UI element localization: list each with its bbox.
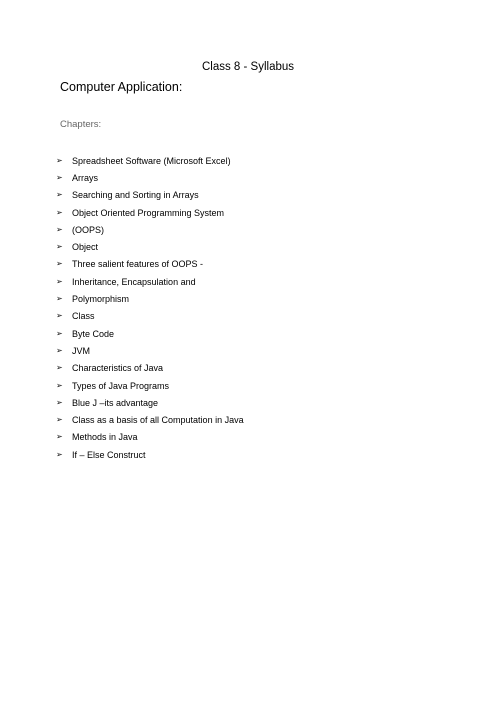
subject-heading: Computer Application: <box>60 80 183 94</box>
list-item <box>56 429 244 446</box>
chapter-label: If – Else Construct <box>72 449 146 460</box>
arrow-bullet-icon: ➢ <box>56 224 63 234</box>
chapter-label: Object <box>72 242 99 253</box>
arrow-bullet-icon: ➢ <box>56 242 63 252</box>
arrow-bullet-icon: ➢ <box>56 259 63 269</box>
arrow-bullet-icon: ➢ <box>56 190 63 200</box>
list-item <box>56 342 244 359</box>
arrow-bullet-icon: ➢ <box>56 276 63 286</box>
chapter-label: Polymorphism <box>72 294 130 305</box>
list-item <box>56 204 244 221</box>
list-item <box>56 394 244 411</box>
arrow-bullet-icon: ➢ <box>56 415 63 425</box>
chapter-label: Byte Code <box>72 328 115 339</box>
list-item <box>56 256 244 273</box>
chapter-label: Object Oriented Programming System <box>72 207 225 218</box>
arrow-bullet-icon: ➢ <box>56 380 63 390</box>
arrow-bullet-icon: ➢ <box>56 311 63 321</box>
list-item <box>56 446 244 463</box>
chapter-label: Characteristics of Java <box>72 363 164 374</box>
chapter-label: Searching and Sorting in Arrays <box>72 190 199 201</box>
list-item <box>56 360 244 377</box>
list-item <box>56 187 244 204</box>
chapter-label: Types of Java Programs <box>72 380 170 391</box>
arrow-bullet-icon: ➢ <box>56 432 63 442</box>
arrow-bullet-icon: ➢ <box>56 345 63 355</box>
chapter-label: Class <box>72 311 95 322</box>
list-item <box>56 411 244 428</box>
arrow-bullet-icon: ➢ <box>56 294 63 304</box>
arrow-bullet-icon: ➢ <box>56 363 63 373</box>
list-item <box>56 308 244 325</box>
arrow-bullet-icon: ➢ <box>56 155 63 165</box>
chapter-label: Arrays <box>72 172 99 183</box>
document-title <box>0 60 496 74</box>
list-item <box>56 152 244 169</box>
arrow-bullet-icon: ➢ <box>56 207 63 217</box>
arrow-bullet-icon: ➢ <box>56 397 63 407</box>
chapter-label: Three salient features of OOPS - <box>72 259 204 270</box>
list-item <box>56 238 244 255</box>
arrow-bullet-icon: ➢ <box>56 328 63 338</box>
chapter-label: Spreadsheet Software (Microsoft Excel) <box>72 155 231 166</box>
list-item <box>56 377 244 394</box>
arrow-bullet-icon: ➢ <box>56 172 63 182</box>
document-title-text: Class 8 - Syllabus <box>201 61 295 73</box>
chapter-label: Inheritance, Encapsulation and <box>72 276 196 287</box>
chapter-label: JVM <box>72 345 90 356</box>
list-item <box>56 325 244 342</box>
list-item <box>56 221 244 238</box>
chapter-label: Class as a basis of all Computation in Java <box>72 415 244 426</box>
list-item <box>56 273 244 290</box>
list-item <box>56 169 244 186</box>
chapter-label: Blue J –its advantage <box>72 397 159 408</box>
list-item <box>56 290 244 307</box>
chapter-label: Methods in Java <box>72 432 138 443</box>
arrow-bullet-icon: ➢ <box>56 449 63 459</box>
chapters-label: Chapters: <box>60 119 102 130</box>
chapter-label: (OOPS) <box>72 224 105 235</box>
chapter-list <box>56 152 244 463</box>
